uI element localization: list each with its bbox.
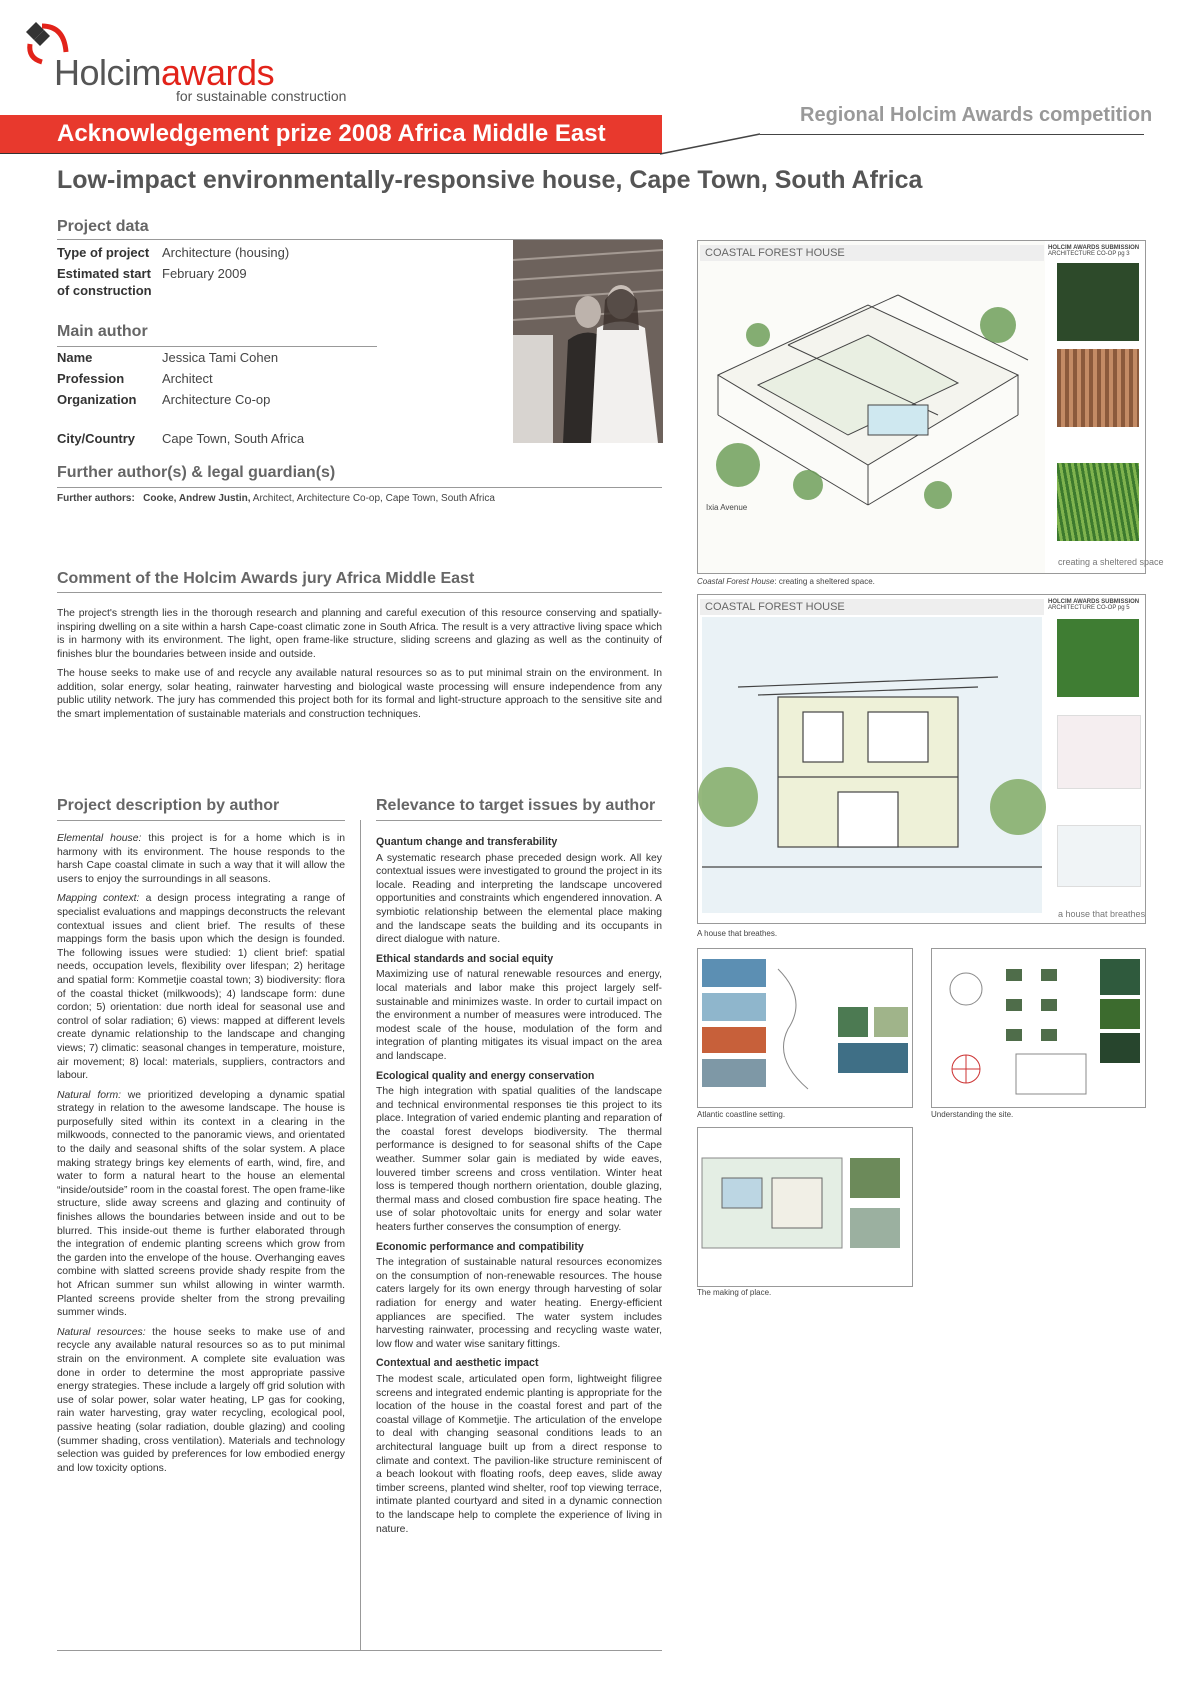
description-rule	[57, 820, 345, 821]
main-author-rule	[57, 346, 377, 347]
relevance-s2-text: Maximizing use of natural renewable resources and energy, local materials and labor make this project largely self-sustainable and minimizes waste. In order to curtail impact on the environment a number of measures were introduced. The modest scale of the house, modulation of the form and integration of planting mitigates its visual impact on the area and landscape.	[376, 969, 662, 1062]
sun-diagram	[1057, 825, 1141, 887]
start-label-line1: Estimated start	[57, 266, 151, 281]
street-label: Ixia Avenue	[706, 503, 748, 512]
description-body	[57, 832, 345, 1481]
start-value: February 2009	[162, 266, 247, 281]
tree-photo	[1057, 263, 1139, 341]
panel2-side-label: HOLCIM AWARDS SUBMISSION	[1048, 599, 1140, 605]
panel-making-of-place	[697, 1127, 913, 1287]
sketch-area	[698, 241, 1045, 573]
axonometric-sketch	[698, 265, 1045, 545]
name-value: Jessica Tami Cohen	[162, 350, 279, 365]
banner-underline	[0, 153, 662, 154]
relevance-s3-text: The high integration with spatial qualities of the landscape and technical environmental responses tie this project to its place. Integration of varied endemic planting and reparation of the coastal forest develops biodiversity. The thermal performance is designed to for seasonal shifts of the Cape weather. Summer solar gain is mediated by wide eaves, louvered timber screens and cross ventilation. Winter heat loss is tempered though northern orientation, double glazing, thermal mass and closed combustion fire space heating. The use of solar photovoltaic units for energy and solar water heaters further conserves the consumption of energy.	[376, 1086, 662, 1234]
start-label-line2: of construction	[57, 283, 152, 298]
author-photo	[513, 240, 663, 443]
organization-label: Organization	[57, 392, 137, 407]
project-data-heading: Project data	[57, 218, 149, 235]
panel1-caption: Coastal Forest House: creating a sheltered space.	[697, 577, 875, 586]
header-rule-slant	[660, 132, 770, 156]
relevance-s1-text: A systematic research phase preceded design work. All key contextual issues were investigated to ground the project in its locale. Reading and interpreting the landscape uncovered opportunities and constraints which engendered innovation. A symbiotic relationship between the elemental place making and the landscape seats the building and its occupants in direct dialogue with nature.	[376, 852, 662, 946]
main-author-heading: Main author	[57, 323, 148, 340]
header-rule	[760, 134, 1144, 135]
profession-value: Architect	[162, 371, 213, 386]
jury-comment-heading: Comment of the Holcim Awards jury Africa Middle East	[57, 570, 475, 587]
jury-comment-p2: The house seeks to make use of and recycle any available natural resources so as to put minimal strain on the environment. In addition, solar energy, solar heating, rainwater harvesting and biological waste processing will ensure independence from any public utility network. The jury has commended this project both for its formal and light-structure approach to the sensitive site and the smart implementation of sustainable materials and construction techniques.	[57, 668, 662, 720]
panel2-footer: a house that breathes	[1058, 909, 1146, 919]
logo-wordmark: Holcimawards	[54, 52, 275, 93]
section-sketch	[698, 617, 1045, 917]
panel1-title: COASTAL FOREST HOUSE	[705, 247, 845, 259]
panel1-side-label2: ARCHITECTURE CO-OP pg 3	[1048, 251, 1130, 257]
organization-value: Architecture Co-op	[162, 392, 271, 407]
panel2-side-label2: ARCHITECTURE CO-OP pg 5	[1048, 605, 1130, 611]
further-authors-heading: Further author(s) & legal guardian(s)	[57, 464, 336, 481]
profession-label: Profession	[57, 371, 125, 386]
relevance-s4-text: The integration of sustainable natural resources economizes on the consumption of non-renewable resources. The house caters largely for its own energy through harvesting of solar radiation for energy and water heating. Energy-efficient appliances are specified. The water system includes harvesting rainwater, processing and recycling waste water, low flow and water wise sanitary fittings.	[376, 1257, 662, 1350]
relevance-heading: Relevance to target issues by author	[376, 797, 656, 814]
plan-diagram	[1057, 715, 1141, 789]
panel2-title: COASTAL FOREST HOUSE	[705, 601, 845, 613]
city-label: City/Country	[57, 431, 135, 446]
type-value: Architecture (housing)	[162, 245, 290, 260]
relevance-s3-heading: Ecological quality and energy conservation	[376, 1069, 595, 1082]
page-title: Low-impact environmentally-responsive house, Cape Town, South Africa	[57, 166, 923, 194]
jury-comment-rule	[57, 592, 662, 593]
further-authors-rule	[57, 487, 662, 488]
relevance-s4-heading: Economic performance and compatibility	[376, 1240, 584, 1253]
column-divider	[360, 820, 361, 1650]
panel-site	[931, 948, 1146, 1108]
leaf-photo	[1057, 619, 1139, 697]
city-value: Cape Town, South Africa	[162, 431, 305, 446]
description-p1: Elemental house: this project is for a home which is in harmony with its environment. The house responds to the harsh Cape coastal climate in such a way that it will allow the users to enjoy the surroundings in all seasons.	[57, 833, 345, 885]
type-label: Type of project	[57, 245, 150, 260]
holcim-awards-logo	[20, 18, 380, 108]
panel-sheltered-space	[697, 240, 1164, 574]
panel-house-breathes	[697, 594, 1146, 924]
panel2-sidebar	[1048, 599, 1140, 611]
panel1-footer: creating a sheltered space	[1058, 557, 1164, 567]
logo-tagline: for sustainable construction	[176, 88, 347, 104]
award-banner	[0, 115, 662, 153]
relevance-s2-heading: Ethical standards and social equity	[376, 952, 554, 965]
bottom-rule	[57, 1650, 662, 1651]
timber-screen-photo	[1057, 349, 1139, 427]
further-authors-line: Further authors: Cooke, Andrew Justin, Architect, Architecture Co-op, Cape Town, South Africa	[57, 493, 495, 504]
panel1-side-label: HOLCIM AWARDS SUBMISSION	[1048, 245, 1140, 251]
panel3-caption: Atlantic coastline setting.	[697, 1110, 786, 1119]
description-p4: Natural resources: the house seeks to make use of and recycle any available natural resources so as to put minimal strain on the environment. A complete site evaluation was done in order to determine the most appropriate passive energy strategies. These include a largely off grid solution with use of solar power, solar water heating, LP gas for cooking, rain water harvesting, gray water recycling, ecological pool, passive heating (solar radiation, double glazing) and cooling (summer shading, cross ventilation). Materials and technology selection was guided by preferences for low embodied energy and low toxicity options.	[57, 1326, 345, 1474]
panel5-caption: The making of place.	[697, 1288, 772, 1297]
relevance-rule	[376, 820, 662, 821]
relevance-s1-heading: Quantum change and transferability	[376, 836, 558, 848]
name-label: Name	[57, 350, 93, 365]
description-p2: Mapping context: a design process integrating a range of specialist evaluations and mappings deconstructs the relevant contextual issues and client brief. The results of these mappings form the basis upon which the design is founded. The following issues were studied: 1) client brief: spatial needs, occupation levels, flexibility over lifespan; 2) heritage and spatial form: Kommetjie coastal town; 3) biodiversity: flora of the coastal thicket (milkwoods); 4) landscape form: dune cordon; 5) orientation: due north ideal for seasonal use and control of solar radiation; 6) views: mapped at different levels create dynamic relationship to the landscape and changing views; 7) climatic: seasonal changes in temperature, moisture, air movement; 8) local: materials, suppliers, contractors and labour.	[57, 893, 345, 1082]
competition-label: Regional Holcim Awards competition	[800, 104, 1153, 126]
award-banner-text: Acknowledgement prize 2008 Africa Middle East	[57, 120, 606, 147]
description-heading: Project description by author	[57, 797, 280, 814]
relevance-s5-heading: Contextual and aesthetic impact	[376, 1357, 539, 1370]
relevance-s5-text: The modest scale, articulated open form, lightweight filigree screens and integrated endemic planting is appropriate for the location of the house in the coastal forest and part of the coastal village of Kommetjie. The articulation of the envelope to deal with changing seasonal conditions leads to an architectural language built up from a direct response to climate and context. The pavilion-like structure reminiscent of a beach lookout with floating roofs, deep eaves, slide away timber screens, planted wind shelter, roof top viewing terrace, intimate planted courtyard and sited in a dynamic connection to the landscape help to complete the experience of living in nature.	[376, 1373, 662, 1535]
planting-photo	[1057, 463, 1139, 541]
relevance-body	[376, 832, 662, 1542]
description-p3: Natural form: we prioritized developing a dynamic spatial strategy in relation to the awesome landscape. The house is purposefully sited within its context in a clearing in the milkwoods, connected to the panoramic views, and orientated to the daily and seasonal shifts of the solar system. A place making strategy brings key elements of earth, wind, fire, and water to form a natural heart to the house an elemental “inside/outside” room in the coastal forest. The open frame-like structure, slide away screens and glazing and continuity of finishes allows the boundaries between inside and out to be blurred. This inside-out theme is further elaborated through the integration of endemic planting screens which grow from the garden into the envelope of the house. Overhanging eaves combine with slatted screens provide shady respite from the hot African summer sun whilst allowing in winter warmth. Planted screens provide shelter from the strong prevailing summer winds.	[57, 1089, 346, 1319]
panel4-caption: Understanding the site.	[931, 1110, 1014, 1119]
panel2-caption: A house that breathes.	[697, 929, 778, 938]
jury-comment-p1: The project's strength lies in the thorough research and planning and careful execution of this resource conserving and spatially-inspiring dwelling on a site within a harsh Cape-coast climatic zone in South Africa. The result is a very attractive living space which is in harmony with its environment. The light, open frame-like structure, sliding screens and glazing as well as the continuity of finishes blur the boundaries between inside and outside.	[57, 608, 662, 660]
panel1-sidebar	[1048, 245, 1140, 257]
panel-coastline	[697, 948, 913, 1108]
